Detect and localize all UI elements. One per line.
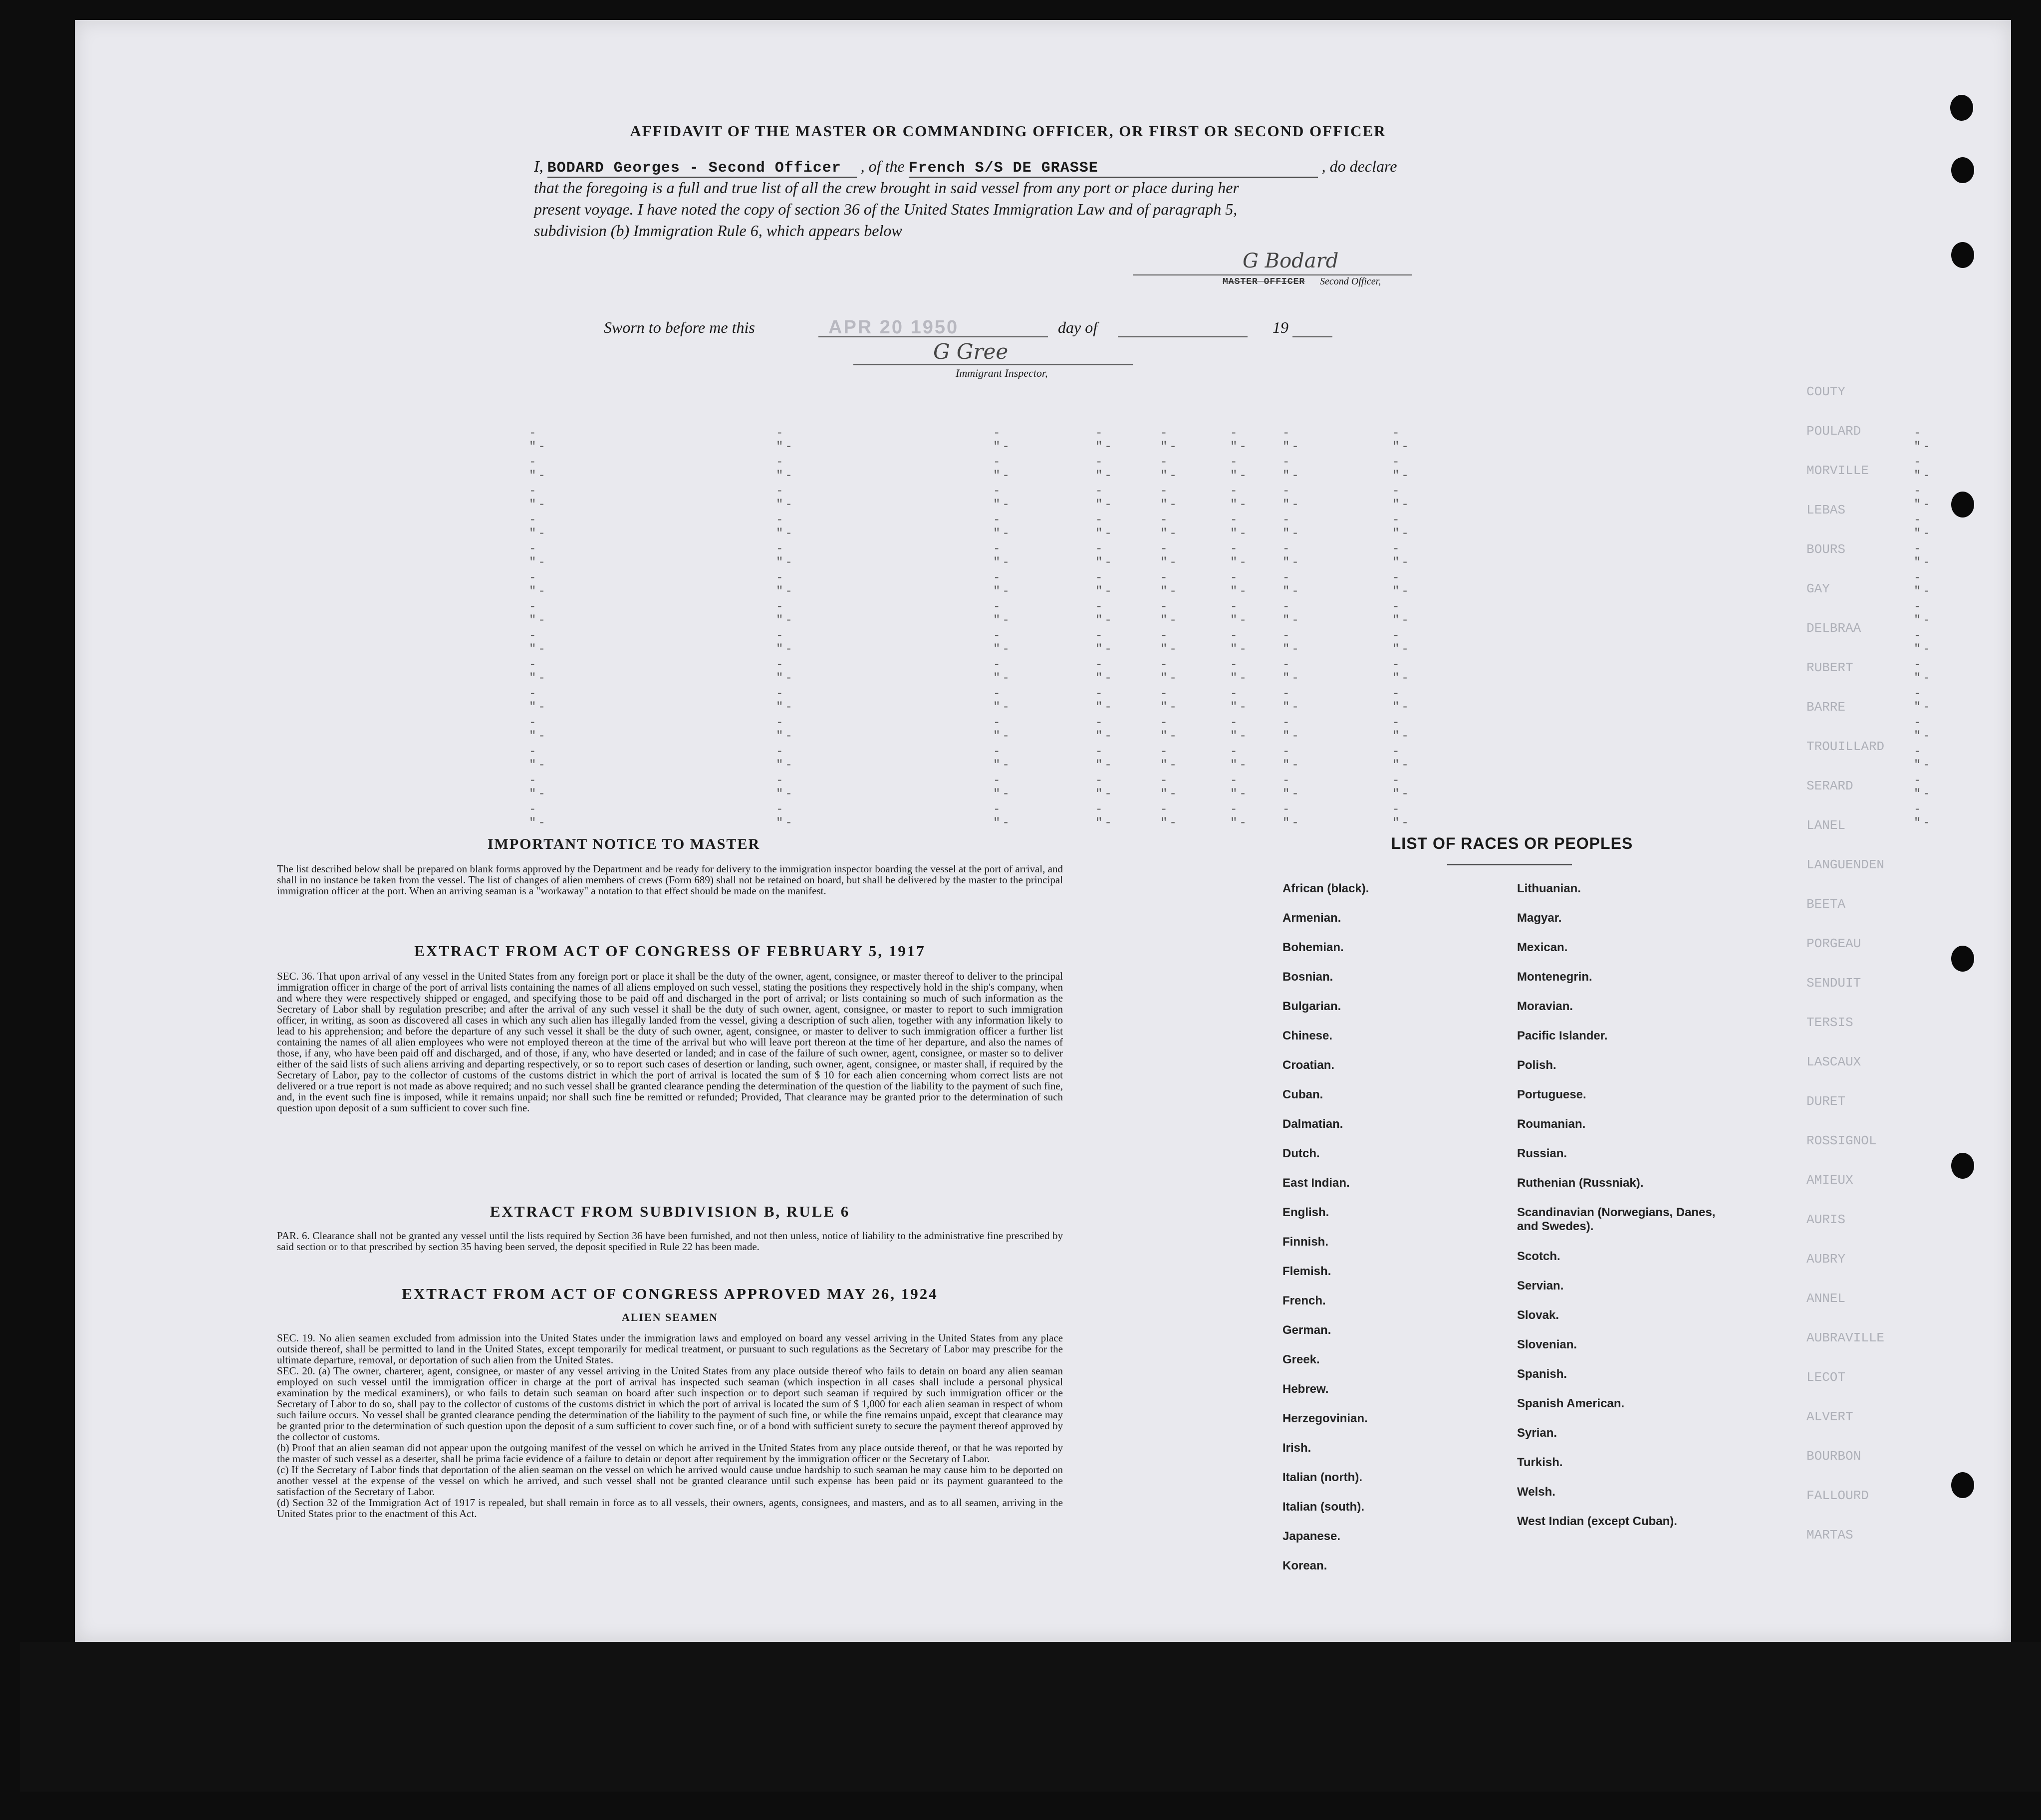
races-title: LIST OF RACES OR PEOPLES (1391, 834, 1633, 852)
ditto-mark: -"- (1230, 571, 1249, 598)
ditto-mark: -"- (1282, 716, 1301, 743)
ditto-mark: -"- (529, 803, 547, 830)
bleed-through-surname: TERSIS (1806, 1015, 1853, 1030)
ditto-mark: -"- (1160, 803, 1179, 830)
ditto-mark: -"- (1282, 745, 1301, 772)
race-item: Moravian. (1517, 1000, 1573, 1013)
ditto-mark: -"- (1095, 600, 1114, 627)
ditto-mark: -"- (529, 658, 547, 685)
bleed-through-surname: AUBRY (1806, 1252, 1846, 1267)
ditto-mark: -"- (776, 745, 794, 772)
ditto-mark: -"- (993, 629, 1012, 656)
race-item: English. (1282, 1206, 1329, 1219)
race-item: Slovenian. (1517, 1338, 1577, 1351)
race-item: Bulgarian. (1282, 1000, 1341, 1013)
ditto-mark: -"- (776, 774, 794, 801)
ditto-mark: -"- (1160, 687, 1179, 714)
ditto-mark: -"- (993, 485, 1012, 512)
ditto-mark: -"- (1230, 803, 1249, 830)
ditto-mark: -"- (1230, 716, 1249, 743)
struck-title: MASTER OFFICER (1223, 277, 1305, 287)
ditto-mark: -"- (993, 514, 1012, 540)
ditto-mark: -"- (1095, 542, 1114, 569)
race-item: Cuban. (1282, 1088, 1323, 1101)
bleed-through-surname: BARRE (1806, 700, 1846, 715)
bleed-through-surname: LEBAS (1806, 503, 1846, 518)
ditto-mark: -"- (1914, 456, 1932, 483)
ditto-mark: -"- (993, 716, 1012, 743)
bleed-through-surname: LECOT (1806, 1370, 1846, 1385)
inspector-signature: G Gree (933, 339, 1009, 364)
race-item: Turkish. (1517, 1456, 1563, 1469)
act-1917-title: EXTRACT FROM ACT OF CONGRESS OF FEBRUARY 5, 1917 (414, 942, 926, 960)
ditto-mark: -"- (1160, 456, 1179, 483)
ditto-mark: -"- (1160, 600, 1179, 627)
binder-hole (1951, 946, 1974, 972)
ditto-mark: -"- (776, 485, 794, 512)
act-1924-text (277, 1332, 1063, 1519)
officer-name: BODARD Georges - Second Officer (547, 160, 857, 178)
ditto-mark: -"- (1914, 571, 1932, 598)
bleed-through-surname: TROUILLARD (1806, 739, 1885, 754)
ditto-mark: -"- (993, 542, 1012, 569)
vessel-name: French S/S DE GRASSE (909, 160, 1318, 178)
bleed-through-surname: ROSSIGNOL (1806, 1133, 1877, 1148)
affidavit-title: AFFIDAVIT OF THE MASTER OR COMMANDING OFFICER, OR FIRST OR SECOND OFFICER (630, 122, 1386, 140)
ditto-mark: -"- (993, 745, 1012, 772)
affidavit-line-3: present voyage. I have noted the copy of section 36 of the United States Immigration Law and of paragraph 5, (534, 200, 1238, 218)
affidavit-line-2: that the foregoing is a full and true list of all the crew brought in said vessel from any port or place during her (534, 179, 1239, 197)
race-item: East Indian. (1282, 1176, 1350, 1190)
race-item: Finnish. (1282, 1235, 1328, 1249)
act-1924-title: EXTRACT FROM ACT OF CONGRESS APPROVED MAY 26, 1924 (402, 1285, 938, 1302)
rule-6-title: EXTRACT FROM SUBDIVISION B, RULE 6 (490, 1203, 850, 1220)
ditto-mark: -"- (1230, 629, 1249, 656)
binder-hole (1951, 242, 1974, 268)
sec-20a-text: SEC. 20. (a) The owner, charterer, agent, consignee, or master of any vessel arriving in the United States from any place outside thereof who fails to detain on board any alien seaman employed on such vessel until the immigration officer in charge at the port of arrival has inspected such seaman (which inspection in all cases shall include a personal physical examination by the medical examiners), or who fails to detain such seaman on board after such inspection or to deport such seaman if required by such immigration officer or the Secretary of Labor to do so, shall pay to the collector of customs of the customs district in which the port of arrival is located the sum of $ 1,000 for each alien seaman in respect of whom such failure occurs. No vessel shall be granted clearance pending the determination of the liability to the payment of such fine, or while the fine remains unpaid, except that clearance may be granted prior to the determination of such question upon the deposit of a sum sufficient to cover such fine, or of a bond with sufficient surety to secure the payment thereof approved by the collector of customs. (277, 1365, 1063, 1443)
race-item: Polish. (1517, 1058, 1556, 1072)
bleed-through-surname: COUTY (1806, 384, 1846, 399)
ditto-mark: -"- (1392, 629, 1411, 656)
ditto-mark: -"- (1392, 658, 1411, 685)
ditto-mark: -"- (1230, 485, 1249, 512)
ditto-mark: -"- (776, 658, 794, 685)
date-stamp: APR 20 1950 (828, 317, 959, 338)
bleed-through-surname: BOURBON (1806, 1449, 1861, 1464)
ditto-mark: -"- (776, 456, 794, 483)
ditto-mark: -"- (1160, 485, 1179, 512)
race-item: Hebrew. (1282, 1382, 1329, 1396)
bleed-through-surname: LANEL (1806, 818, 1846, 833)
ditto-mark: -"- (993, 774, 1012, 801)
bleed-through-surname: BOURS (1806, 542, 1846, 557)
binder-hole (1951, 492, 1974, 518)
ditto-mark: -"- (529, 745, 547, 772)
rule-6-text: PAR. 6. Clearance shall not be granted any vessel until the lists required by Section 36 have been furnished, and not then unless, notice of liability to the administrative fine prescribed by said section or to that prescribed by section 35 having been served, the deposit specified in Rule 22 has been made. (277, 1230, 1063, 1253)
bleed-through-surname: AMIEUX (1806, 1173, 1853, 1188)
scan-background (20, 1642, 2041, 1792)
master-signature-line (1133, 274, 1412, 275)
bleed-through-surname: LANGUENDEN (1806, 857, 1885, 872)
races-title-rule (1447, 864, 1572, 865)
race-item: Japanese. (1282, 1530, 1341, 1543)
bleed-through-surname: BEETA (1806, 897, 1846, 912)
race-item: Roumanian. (1517, 1117, 1586, 1131)
ditto-mark: -"- (1160, 745, 1179, 772)
ditto-mark: -"- (1282, 687, 1301, 714)
ditto-mark: -"- (529, 629, 547, 656)
ditto-mark: -"- (776, 629, 794, 656)
ditto-mark: -"- (776, 803, 794, 830)
ditto-mark: -"- (529, 427, 547, 454)
race-item: Spanish American. (1517, 1397, 1625, 1410)
race-item: Spanish. (1517, 1367, 1567, 1381)
year-line (1292, 336, 1332, 337)
sworn-date-line (818, 336, 1048, 337)
bleed-through-surname: RUBERT (1806, 660, 1853, 675)
race-item: Ruthenian (Russniak). (1517, 1176, 1644, 1190)
ditto-mark: -"- (993, 456, 1012, 483)
ditto-mark: -"- (776, 542, 794, 569)
race-item: Italian (south). (1282, 1500, 1364, 1514)
race-item: Croatian. (1282, 1058, 1335, 1072)
ditto-mark: -"- (776, 571, 794, 598)
race-item: Scotch. (1517, 1250, 1560, 1263)
ditto-mark: -"- (1914, 745, 1932, 772)
second-officer-label: Second Officer, (1320, 276, 1381, 287)
binder-hole (1951, 1153, 1974, 1179)
ditto-mark: -"- (1282, 600, 1301, 627)
immigrant-inspector-label: Immigrant Inspector, (956, 367, 1048, 379)
manifest-page (75, 20, 2011, 1642)
ditto-mark: -"- (1914, 600, 1932, 627)
bleed-through-surname: MORVILLE (1806, 463, 1869, 478)
ditto-mark: -"- (1230, 514, 1249, 540)
ditto-mark: -"- (529, 571, 547, 598)
race-item: Portuguese. (1517, 1088, 1586, 1101)
day-line (1118, 336, 1248, 337)
race-item: Herzegovinian. (1282, 1412, 1368, 1425)
race-item: Lithuanian. (1517, 882, 1581, 895)
ditto-mark: -"- (1282, 803, 1301, 830)
ditto-mark: -"- (1160, 514, 1179, 540)
binder-hole (1951, 157, 1974, 183)
race-item: Armenian. (1282, 911, 1341, 925)
bleed-through-surname: FALLOURD (1806, 1488, 1869, 1503)
sec-19-text: SEC. 19. No alien seamen excluded from admission into the United States under the immigration laws and employed on board any vessel arriving in the United States from any place outside thereof, shall be permitted to land in the United States, except temporarily for medical treatment, or pursuant to such regulations as the Secretary of Labor may prescribe for the ultimate departure, removal, or deportation of such alien from the United States. (277, 1332, 1063, 1366)
ditto-mark: -"- (1095, 485, 1114, 512)
race-item: Dutch. (1282, 1147, 1320, 1160)
ditto-mark: -"- (1392, 571, 1411, 598)
ditto-mark: -"- (1230, 774, 1249, 801)
sworn-text: Sworn to before me this (604, 318, 755, 336)
ditto-mark: -"- (1392, 456, 1411, 483)
affidavit-line-4: subdivision (b) Immigration Rule 6, which appears below (534, 222, 902, 240)
ditto-mark: -"- (1230, 600, 1249, 627)
bleed-through-surname: GAY (1806, 581, 1830, 596)
ditto-mark: -"- (1160, 716, 1179, 743)
year-prefix: 19 (1273, 318, 1288, 336)
ditto-mark: -"- (776, 600, 794, 627)
ditto-mark: -"- (529, 716, 547, 743)
ditto-mark: -"- (1095, 571, 1114, 598)
race-item: Pacific Islander. (1517, 1029, 1608, 1042)
race-item: French. (1282, 1294, 1326, 1307)
ditto-mark: -"- (1282, 658, 1301, 685)
race-item: Flemish. (1282, 1265, 1331, 1278)
ditto-mark: -"- (1392, 745, 1411, 772)
race-item: Russian. (1517, 1147, 1567, 1160)
ditto-mark: -"- (1095, 658, 1114, 685)
ditto-mark: -"- (1282, 774, 1301, 801)
bleed-through-surname: MARTAS (1806, 1528, 1853, 1543)
ditto-mark: -"- (529, 600, 547, 627)
ditto-mark: -"- (529, 774, 547, 801)
ditto-mark: -"- (1160, 629, 1179, 656)
ditto-mark: -"- (776, 427, 794, 454)
affidavit-do-declare: , do declare (1321, 157, 1397, 175)
ditto-mark: -"- (1914, 774, 1932, 801)
ditto-mark: -"- (1282, 514, 1301, 540)
ditto-mark: -"- (776, 514, 794, 540)
ditto-mark: -"- (1392, 485, 1411, 512)
ditto-mark: -"- (529, 514, 547, 540)
ditto-mark: -"- (1095, 716, 1114, 743)
race-item: West Indian (except Cuban). (1517, 1515, 1677, 1528)
ditto-mark: -"- (1914, 427, 1932, 454)
ditto-mark: -"- (993, 571, 1012, 598)
ditto-mark: -"- (993, 687, 1012, 714)
ditto-mark: -"- (1160, 774, 1179, 801)
binder-hole (1951, 1472, 1974, 1498)
bleed-through-surname: POULARD (1806, 424, 1861, 439)
inspector-signature-line (853, 364, 1133, 365)
act-1917-text: SEC. 36. That upon arrival of any vessel in the United States from any foreign port or place it shall be the duty of the owner, agent, consignee, or master thereof to deliver to the principal immigration officer in charge of the port of arrival lists containing the names of all aliens employed on such vessel, stating the positions they respectively hold in the ship's company, when and where they were respectively shipped or engaged, and specifying those to be paid off and discharged in the port of arrival; or lists containing so much of such information as the Secretary of Labor shall by regulation prescribe; and after the arrival of any such vessel it shall be the duty of such owner, agent, consignee, or master to report to such immigration officer, in writing, as soon as discovered all cases in which any such alien has illegally landed from the vessel, giving a description of such alien, together with any information likely to lead to his apprehension; and before the departure of any such vessel it shall be the duty of such owner, agent, consignee, or master to deliver to such immigration officer a further list containing the names of all alien employees who were not employed thereon at the time of the arrival but who will leave port thereon at the time of her departure, and also the names of those, if any, who have been paid off and discharged, and of those, if any, who have deserted or landed; and in case of the failure of such owner, agent, consignee, or master so to deliver either of the said lists of such aliens arriving and departing respectively, or so to report such cases of desertion or landing, such owner, agent, consignee, or master shall, if required by the Secretary of Labor, pay to the collector of customs of the customs district in which the port of arrival is located the sum of $ 10 for each alien concerning whom correct lists are not delivered or a true report is not made as above required; and no such vessel shall be granted clearance pending the determination of the question of the liability to the payment of such fine, and, in the event such fine is imposed, while it remains unpaid; nor shall such fine be remitted or refunded; Provided, That clearance may be granted prior to the determination of such question upon deposit of a sum sufficient to cover such fine. (277, 970, 1063, 1114)
ditto-mark: -"- (1914, 514, 1932, 540)
ditto-mark: -"- (993, 427, 1012, 454)
ditto-mark: -"- (993, 803, 1012, 830)
race-item: Montenegrin. (1517, 970, 1592, 984)
sec-20d-text: (d) Section 32 of the Immigration Act of 1917 is repealed, but shall remain in force as to all vessels, their owners, agents, consignees, and masters, and as to all seamen, arriving in the United States prior to the enactment of this Act. (277, 1497, 1063, 1520)
ditto-mark: -"- (1230, 745, 1249, 772)
affidavit-of-the: , of the (860, 157, 905, 175)
race-item: Bohemian. (1282, 941, 1344, 954)
ditto-mark: -"- (1282, 629, 1301, 656)
ditto-mark: -"- (1230, 456, 1249, 483)
bleed-through-surname: SENDUIT (1806, 976, 1861, 991)
ditto-mark: -"- (1160, 658, 1179, 685)
ditto-mark: -"- (1282, 456, 1301, 483)
sec-20b-text: (b) Proof that an alien seaman did not appear upon the outgoing manifest of the vessel on which he arrived in the United States from any place outside thereof, or that he was reported by the master of such vessel as a deserter, shall be prima facie evidence of a failure to detain or deport after requirement by the immigration officer or the Secretary of Labor. (277, 1442, 1063, 1465)
race-item: Bosnian. (1282, 970, 1333, 984)
binder-hole (1950, 95, 1973, 121)
ditto-mark: -"- (1282, 571, 1301, 598)
ditto-mark: -"- (1230, 427, 1249, 454)
race-item: Servian. (1517, 1279, 1564, 1293)
ditto-mark: -"- (1282, 485, 1301, 512)
affidavit-i: I, (534, 157, 543, 175)
ditto-mark: -"- (1392, 716, 1411, 743)
race-item: African (black). (1282, 882, 1369, 895)
ditto-mark: -"- (1392, 542, 1411, 569)
bleed-through-surname: ANNEL (1806, 1291, 1846, 1306)
race-item: Dalmatian. (1282, 1117, 1343, 1131)
ditto-mark: -"- (1095, 803, 1114, 830)
ditto-mark: -"- (1095, 687, 1114, 714)
race-item: Irish. (1282, 1441, 1311, 1455)
affidavit-line-1 (534, 157, 1482, 178)
ditto-mark: -"- (529, 687, 547, 714)
alien-seamen-subtitle: ALIEN SEAMEN (621, 1311, 719, 1323)
race-item: Scandinavian (Norwegians, Danes, and Swedes). (1517, 1206, 1716, 1233)
ditto-mark: -"- (1160, 571, 1179, 598)
sec-20c-text: (c) If the Secretary of Labor finds that deportation of the alien seaman on the vessel on which he arrived would cause undue hardship to such seaman he may cause him to be deported on another vessel at the expense of the vessel on which he arrived, and such vessel shall not be granted clearance until such expense has been paid or its payment guaranteed to the satisfaction of the Secretary of Labor. (277, 1464, 1063, 1498)
ditto-mark: -"- (1392, 687, 1411, 714)
bleed-through-surname: DURET (1806, 1094, 1846, 1109)
ditto-mark: -"- (529, 456, 547, 483)
race-item: German. (1282, 1323, 1331, 1337)
race-item: Italian (north). (1282, 1471, 1362, 1484)
bleed-through-surname: PORGEAU (1806, 936, 1861, 951)
ditto-mark: -"- (1282, 427, 1301, 454)
race-item: Slovak. (1517, 1308, 1559, 1322)
ditto-mark: -"- (1392, 514, 1411, 540)
ditto-mark: -"- (1095, 774, 1114, 801)
ditto-mark: -"- (1230, 658, 1249, 685)
ditto-mark: -"- (1392, 803, 1411, 830)
ditto-mark: -"- (1095, 745, 1114, 772)
race-item: Magyar. (1517, 911, 1562, 925)
race-item: Chinese. (1282, 1029, 1333, 1042)
bleed-through-surname: SERARD (1806, 779, 1853, 793)
ditto-mark: -"- (1914, 658, 1932, 685)
day-of-text: day of (1058, 318, 1098, 336)
ditto-mark: -"- (1282, 542, 1301, 569)
bleed-through-surname: LASCAUX (1806, 1054, 1861, 1069)
ditto-mark: -"- (993, 658, 1012, 685)
ditto-mark: -"- (1095, 427, 1114, 454)
ditto-mark: -"- (1160, 427, 1179, 454)
ditto-mark: -"- (1392, 774, 1411, 801)
ditto-mark: -"- (529, 542, 547, 569)
ditto-mark: -"- (1230, 687, 1249, 714)
ditto-mark: -"- (1160, 542, 1179, 569)
ditto-mark: -"- (1230, 542, 1249, 569)
race-item: Mexican. (1517, 941, 1568, 954)
bleed-through-surname: DELBRAA (1806, 621, 1861, 636)
bleed-through-surname: AUBRAVILLE (1806, 1330, 1885, 1345)
ditto-mark: -"- (1095, 456, 1114, 483)
ditto-mark: -"- (1095, 514, 1114, 540)
ditto-mark: -"- (1392, 600, 1411, 627)
race-item: Greek. (1282, 1353, 1320, 1366)
bleed-through-surname: ALVERT (1806, 1409, 1853, 1424)
race-item: Korean. (1282, 1559, 1327, 1572)
race-item: Syrian. (1517, 1426, 1557, 1440)
ditto-mark: -"- (1914, 716, 1932, 743)
ditto-mark: -"- (993, 600, 1012, 627)
ditto-mark: -"- (776, 716, 794, 743)
ditto-mark: -"- (1095, 629, 1114, 656)
ditto-mark: -"- (1914, 542, 1932, 569)
ditto-mark: -"- (1392, 427, 1411, 454)
ditto-mark: -"- (1914, 485, 1932, 512)
ditto-mark: -"- (776, 687, 794, 714)
ditto-mark: -"- (1914, 629, 1932, 656)
master-signature: G Bodard (1243, 250, 1339, 272)
bleed-through-surname: AURIS (1806, 1212, 1846, 1227)
notice-text: The list described below shall be prepared on blank forms approved by the Department and be ready for delivery to the immigration inspector boarding the vessel at the port of arrival, and shall in no instance be taken from the vessel. The list of changes of alien members of crews (Form 689) shall not be retained on board, but shall be delivered by the master to the principal immigration officer at the port. When an arriving seaman is a "workaway" a notation to that effect should be made on the manifest. (277, 863, 1063, 897)
ditto-mark: -"- (1914, 687, 1932, 714)
ditto-mark: -"- (1914, 803, 1932, 830)
ditto-mark: -"- (529, 485, 547, 512)
race-item: Welsh. (1517, 1485, 1555, 1499)
notice-title: IMPORTANT NOTICE TO MASTER (487, 836, 761, 852)
